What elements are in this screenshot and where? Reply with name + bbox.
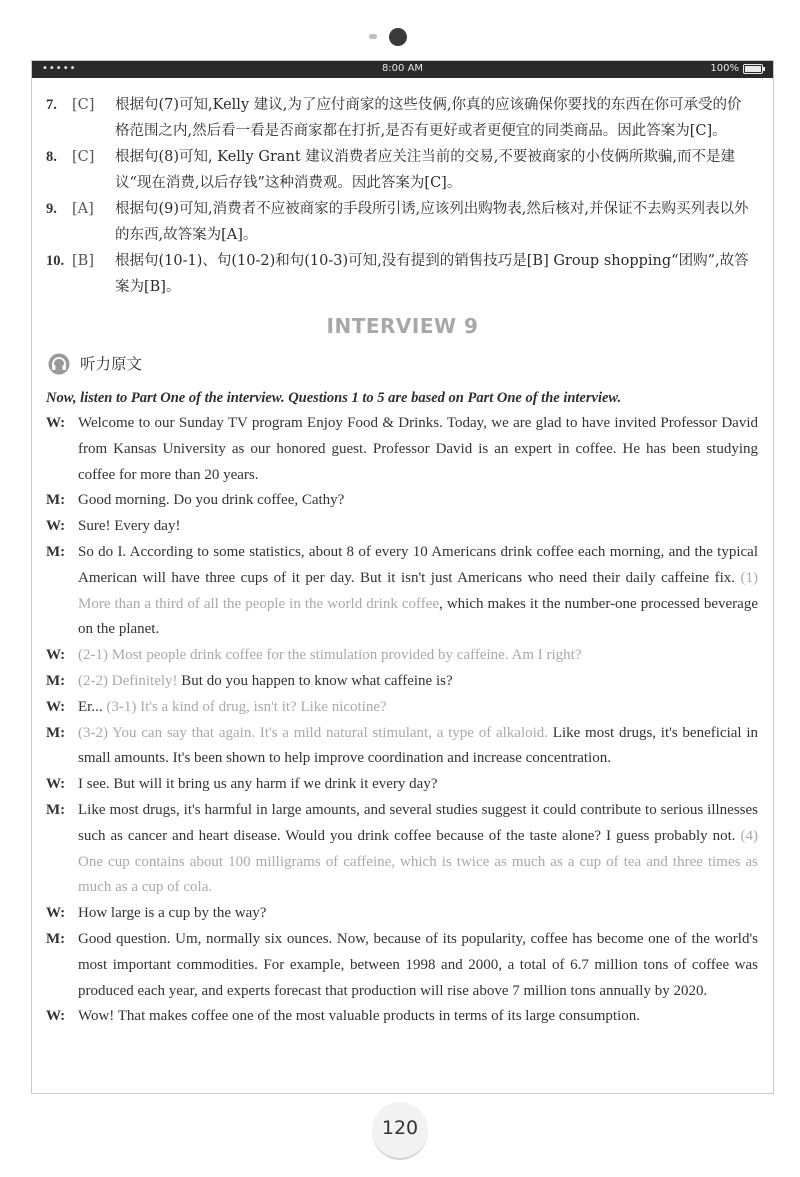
dialogue-line bbox=[32, 695, 773, 721]
dialogue-segment: Good morning. Do you drink coffee, Cathy? bbox=[78, 492, 345, 509]
instruction-text: Now, listen to Part One of the interview. Questions 1 to 5 are based on Part One of the interview. bbox=[46, 390, 622, 406]
answer-explanation: 根据句(8)可知, Kelly Grant 建议消费者应关注当前的交易,不要被商家的小伎俩所欺骗,而不是建议“现在消费,以后存钱”这种消费观。因此答案为[C]。 bbox=[115, 149, 736, 191]
answer-number: 10. bbox=[46, 253, 65, 269]
speaker-label: W: bbox=[46, 647, 66, 664]
dialogue-line bbox=[32, 798, 773, 901]
answer-explanation: 根据句(10-1)、句(10-2)和句(10-3)可知,没有提到的销售技巧是[B] Group shopping“团购”,故答案为[B]。 bbox=[115, 253, 749, 295]
key-sentence: (2-2) Definitely! bbox=[78, 672, 178, 689]
speaker-label: M: bbox=[46, 724, 66, 741]
camera-lens-icon bbox=[389, 28, 407, 46]
speaker-label: M: bbox=[46, 492, 66, 509]
answer-key: [A] bbox=[72, 201, 94, 217]
key-sentence: (3-1) It's a kind of drug, isn't it? Like nicotine? bbox=[106, 698, 387, 715]
dialogue-line bbox=[32, 669, 773, 695]
dialogue-segment: Sure! Every day! bbox=[78, 518, 181, 535]
answer-explanation: 根据句(7)可知,Kelly 建议,为了应付商家的这些伎俩,你真的应该确保你要找的东西在你可承受的价格范围之内,然后看一看是否商家都在打折,是否有更好或者更便宜的同类商品。因此答案为[C]。 bbox=[115, 97, 742, 139]
dialogue-line bbox=[32, 1004, 773, 1030]
speaker-label: W: bbox=[46, 698, 66, 715]
transcript-label: 听力原文 bbox=[80, 355, 143, 373]
answer-number: 7. bbox=[46, 97, 57, 113]
camera-sensor-icon bbox=[369, 34, 377, 39]
dialogue-segment: Like most drugs, it's beneficial in small amounts. It's been shown to help improve coordination and increase concentration. bbox=[78, 724, 758, 767]
status-bar bbox=[32, 61, 773, 78]
dialogue-segment: Like most drugs, it's harmful in large amounts, and several studies suggest it could contribute to serious illnesses such as cancer and heart disease. Would you drink coffee because of the taste alone? I guess probably not. bbox=[78, 801, 758, 844]
key-sentence: (4) One cup contains about 100 milligrams of caffeine, which is twice as much as a cup of tea and three times as much as a cup of cola. bbox=[78, 827, 758, 896]
dialogue-text bbox=[78, 798, 758, 901]
battery-indicator bbox=[710, 63, 763, 74]
answer-item bbox=[32, 196, 773, 248]
dialogue-segment: Er... bbox=[78, 698, 107, 715]
dialogue-line bbox=[32, 927, 773, 1004]
speaker-label: W: bbox=[46, 415, 66, 431]
answer-explanation: 根据句(9)可知,消费者不应被商家的手段所引诱,应该列出购物表,然后核对,并保证不去购买列表以外的东西,故答案为[A]。 bbox=[115, 201, 749, 243]
headphones-icon bbox=[48, 353, 70, 375]
speaker-label: W: bbox=[46, 776, 66, 793]
key-sentence: (3-2) You can say that again. It's a mild natural stimulant, a type of alkaloid. bbox=[78, 724, 549, 741]
page-number: 120 bbox=[381, 1117, 419, 1139]
dialogue-text bbox=[78, 695, 758, 721]
dialogue-segment: , which makes it the number-one processed beverage on the planet. bbox=[78, 595, 758, 638]
battery-icon bbox=[743, 64, 763, 74]
answer-key: [B] bbox=[72, 253, 94, 269]
dialogue-segment: Wow! That makes coffee one of the most valuable products in terms of its large consumption. bbox=[78, 1008, 640, 1025]
device-camera bbox=[0, 27, 800, 47]
dialogue-segment: How large is a cup by the way? bbox=[78, 905, 267, 922]
dialogue-line bbox=[32, 643, 773, 669]
page-content bbox=[32, 78, 773, 1030]
dialogue-line bbox=[32, 488, 773, 514]
battery-percent: 100% bbox=[710, 63, 739, 74]
dialogue-text bbox=[78, 411, 758, 488]
answer-key: [C] bbox=[72, 149, 95, 165]
dialogue-text bbox=[78, 643, 758, 669]
speaker-label: W: bbox=[46, 518, 66, 535]
answer-list bbox=[32, 92, 773, 300]
dialogue-segment: I see. But will it bring us any harm if we drink it every day? bbox=[78, 776, 438, 793]
dialogue-line bbox=[32, 514, 773, 540]
dialogue-text bbox=[78, 669, 758, 695]
speaker-label: M: bbox=[46, 543, 66, 560]
speaker-label: M: bbox=[46, 930, 66, 947]
answer-key: [C] bbox=[72, 97, 95, 113]
dialogue-text bbox=[78, 488, 758, 514]
speaker-label: M: bbox=[46, 801, 66, 818]
dialogue-segment: Welcome to our Sunday TV program Enjoy Food & Drinks. Today, we are glad to have invited Professor David from Kansas University as our honored guest. Professor David is an expert in coffee. He has been studying coffee for more than 20 years. bbox=[78, 415, 758, 483]
signal-icon: ••••• bbox=[42, 63, 77, 74]
section-title: INTERVIEW 9 bbox=[326, 314, 479, 338]
dialogue-segment: So do I. According to some statistics, about 8 of every 10 Americans drink coffee each morning, and the typical American will have three cups of it per day. But it isn't just Americans who need their daily caffeine fix. bbox=[78, 543, 758, 586]
dialogue-text bbox=[78, 927, 758, 1004]
dialogue-text bbox=[78, 721, 758, 773]
tablet-frame bbox=[31, 60, 774, 1094]
answer-item bbox=[32, 92, 773, 144]
dialogue-text bbox=[78, 540, 758, 643]
page-footer bbox=[0, 1100, 800, 1160]
key-sentence: (1) More than a third of all the people in the world drink coffee bbox=[78, 569, 758, 612]
speaker-label: W: bbox=[46, 905, 66, 922]
transcript-heading bbox=[32, 352, 773, 378]
answer-number: 9. bbox=[46, 201, 57, 217]
dialogue-text bbox=[78, 1004, 758, 1030]
answer-number: 8. bbox=[46, 149, 57, 165]
key-sentence: (2-1) Most people drink coffee for the stimulation provided by caffeine. Am I right? bbox=[78, 647, 582, 664]
status-time: 8:00 AM bbox=[381, 63, 424, 74]
dialogue-text bbox=[78, 901, 758, 927]
speaker-label: M: bbox=[46, 672, 66, 689]
dialogue-text bbox=[78, 514, 758, 540]
dialogue-line bbox=[32, 772, 773, 798]
dialogue-segment: Good question. Um, normally six ounces. Now, because of its popularity, coffee has become one of the world's most important commodities. For example, between 1998 and 2000, a total of 6.7 million tons of coffee was produced each year, and experts forecast that production will rise above 7 million tons annually by 2020. bbox=[78, 930, 758, 999]
dialogue-line bbox=[32, 721, 773, 773]
dialogue-text bbox=[78, 772, 758, 798]
dialogue-line bbox=[32, 540, 773, 643]
answer-item bbox=[32, 248, 773, 300]
speaker-label: W: bbox=[46, 1008, 66, 1025]
answer-item bbox=[32, 144, 773, 196]
dialogue-line bbox=[32, 411, 773, 488]
dialogue-transcript bbox=[32, 411, 773, 1030]
dialogue-segment: But do you happen to know what caffeine is? bbox=[177, 672, 453, 689]
dialogue-line bbox=[32, 901, 773, 927]
